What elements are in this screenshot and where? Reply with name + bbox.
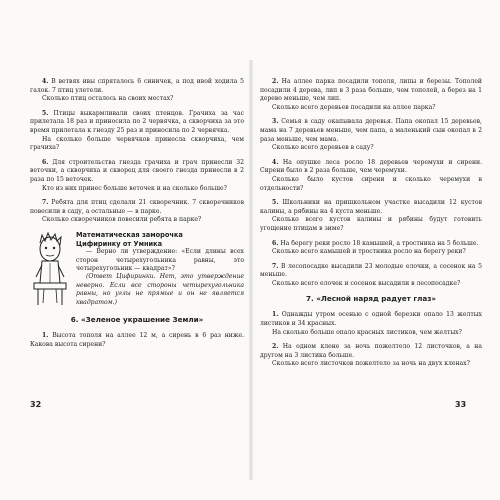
section-title-6: 6. «Зеленое украшение Земли»	[70, 314, 204, 324]
problem-4-left: 4. В ветвях ивы спряталось 6 синичек, а под ивой ходила 5 галок. 7 птиц улетели. Сколько птиц осталось на своих местах?	[30, 78, 244, 103]
problem-6-left: 6. Для строительства гнезда грачиха и грач принесли 32 веточки, а скворчиха и скворец для своего гнезда принесли в 2 раза по 15 веточек. Кто из них принес больше веточек и на сколько больше?	[30, 158, 244, 192]
left-page	[0, 78, 250, 448]
math-puzzle-subtitle: Цифиринку от Умника	[76, 239, 163, 248]
problem-1-left-section: 1. Высота тополя на аллее 12 м, а сирень в 6 раз ниже. Какова высота сирени?	[30, 331, 245, 348]
problem-7-left: 7. Ребята для птиц сделали 21 скворечник. 7 скворечников повесили в саду, а остальные — в парке. Сколько скворечников повесили ребята в парке?	[30, 199, 244, 224]
math-puzzle-answer: (Ответ Цифиринки. Нет, это утверждение неверно. Если все стороны четырехугольника равны, но углы не прямые и он не является квадратом.)	[76, 273, 244, 306]
problem-7-right: 7. В лесопосадке высадили 23 молодые елочки, а сосенок на 5 меньше. Сколько всего елочек и сосенок высадили в лесопосадке?	[260, 262, 482, 287]
math-puzzle-title: Математическая заморочка	[76, 230, 183, 239]
problem-2-right-section: 2. На одном клене за ночь пожелтело 12 листочков, а на другом на 3 листика больше. Сколько всего листочков пожелтело за ночь на двух кленах?	[260, 343, 483, 368]
problem-6-right: 6. На берегу реки росло 18 камышей, а тростника на 5 больше. Сколько всего камышей и тростника росло на берегу реки?	[272, 239, 479, 256]
page-number-left: 32	[30, 400, 42, 409]
problem-5-left: 5. Птицы выкармливали своих птенцов. Грачиха за час прилетала 18 раз и приносила по 2 червячка, а скворчиха за это время прилетала к гнезду 25 раз и приносила по 2 червячка. На сколько больше червячков принесла скворчиха, чем грачиха?	[30, 109, 244, 152]
problem-5-right: 5. Школьники на пришкольном участке высадили 12 кустов калины, а рябины на 4 куста меньше. Сколько всего кустов калины и рябины будут готовить угощение птицам в зиме?	[260, 199, 483, 232]
section-title-7: 7. «Лесной наряд радует глаз»	[305, 294, 437, 304]
right-page	[254, 78, 500, 448]
math-puzzle-text	[76, 231, 244, 307]
page-number-right: 33	[455, 400, 467, 409]
problem-4-right: 4. На опушке леса росло 18 деревьев черемухи и сирени. Сирени было в 2 раза больше, чем черемухи. Сколько было кустов сирени и сколько черемухи в отдельности?	[260, 158, 483, 192]
problem-2-right: 2. На аллее парка посадили тополя, липы и березы. Тополей посадили 4 дерева, лип в 3 раза больше, чем тополей, а берез на 1 дерево меньше, чем лип. Сколько всего деревьев посадили на аллее парка?	[260, 78, 482, 111]
problem-3-right: 3. Семья в саду окапывала деревья. Папа окопал 15 деревьев, мама на 7 деревьев меньше, чем папа, а маленький сын окопал в 2 раза меньше, чем мама. Сколько всего деревьев в саду?	[260, 118, 482, 152]
math-puzzle-box	[30, 231, 244, 309]
math-puzzle-question: — Верно ли утверждение: «Если длины всех сторон четырехугольника равны, это четырехугольник — квадрат»?	[76, 248, 244, 272]
problem-1-right-section: 1. Однажды утром осенью с одной березки опало 13 желтых листиков и 34 красных. На сколько больше опало красных листиков, чем желтых?	[260, 311, 482, 336]
thinking-boy-illustration	[30, 231, 70, 309]
